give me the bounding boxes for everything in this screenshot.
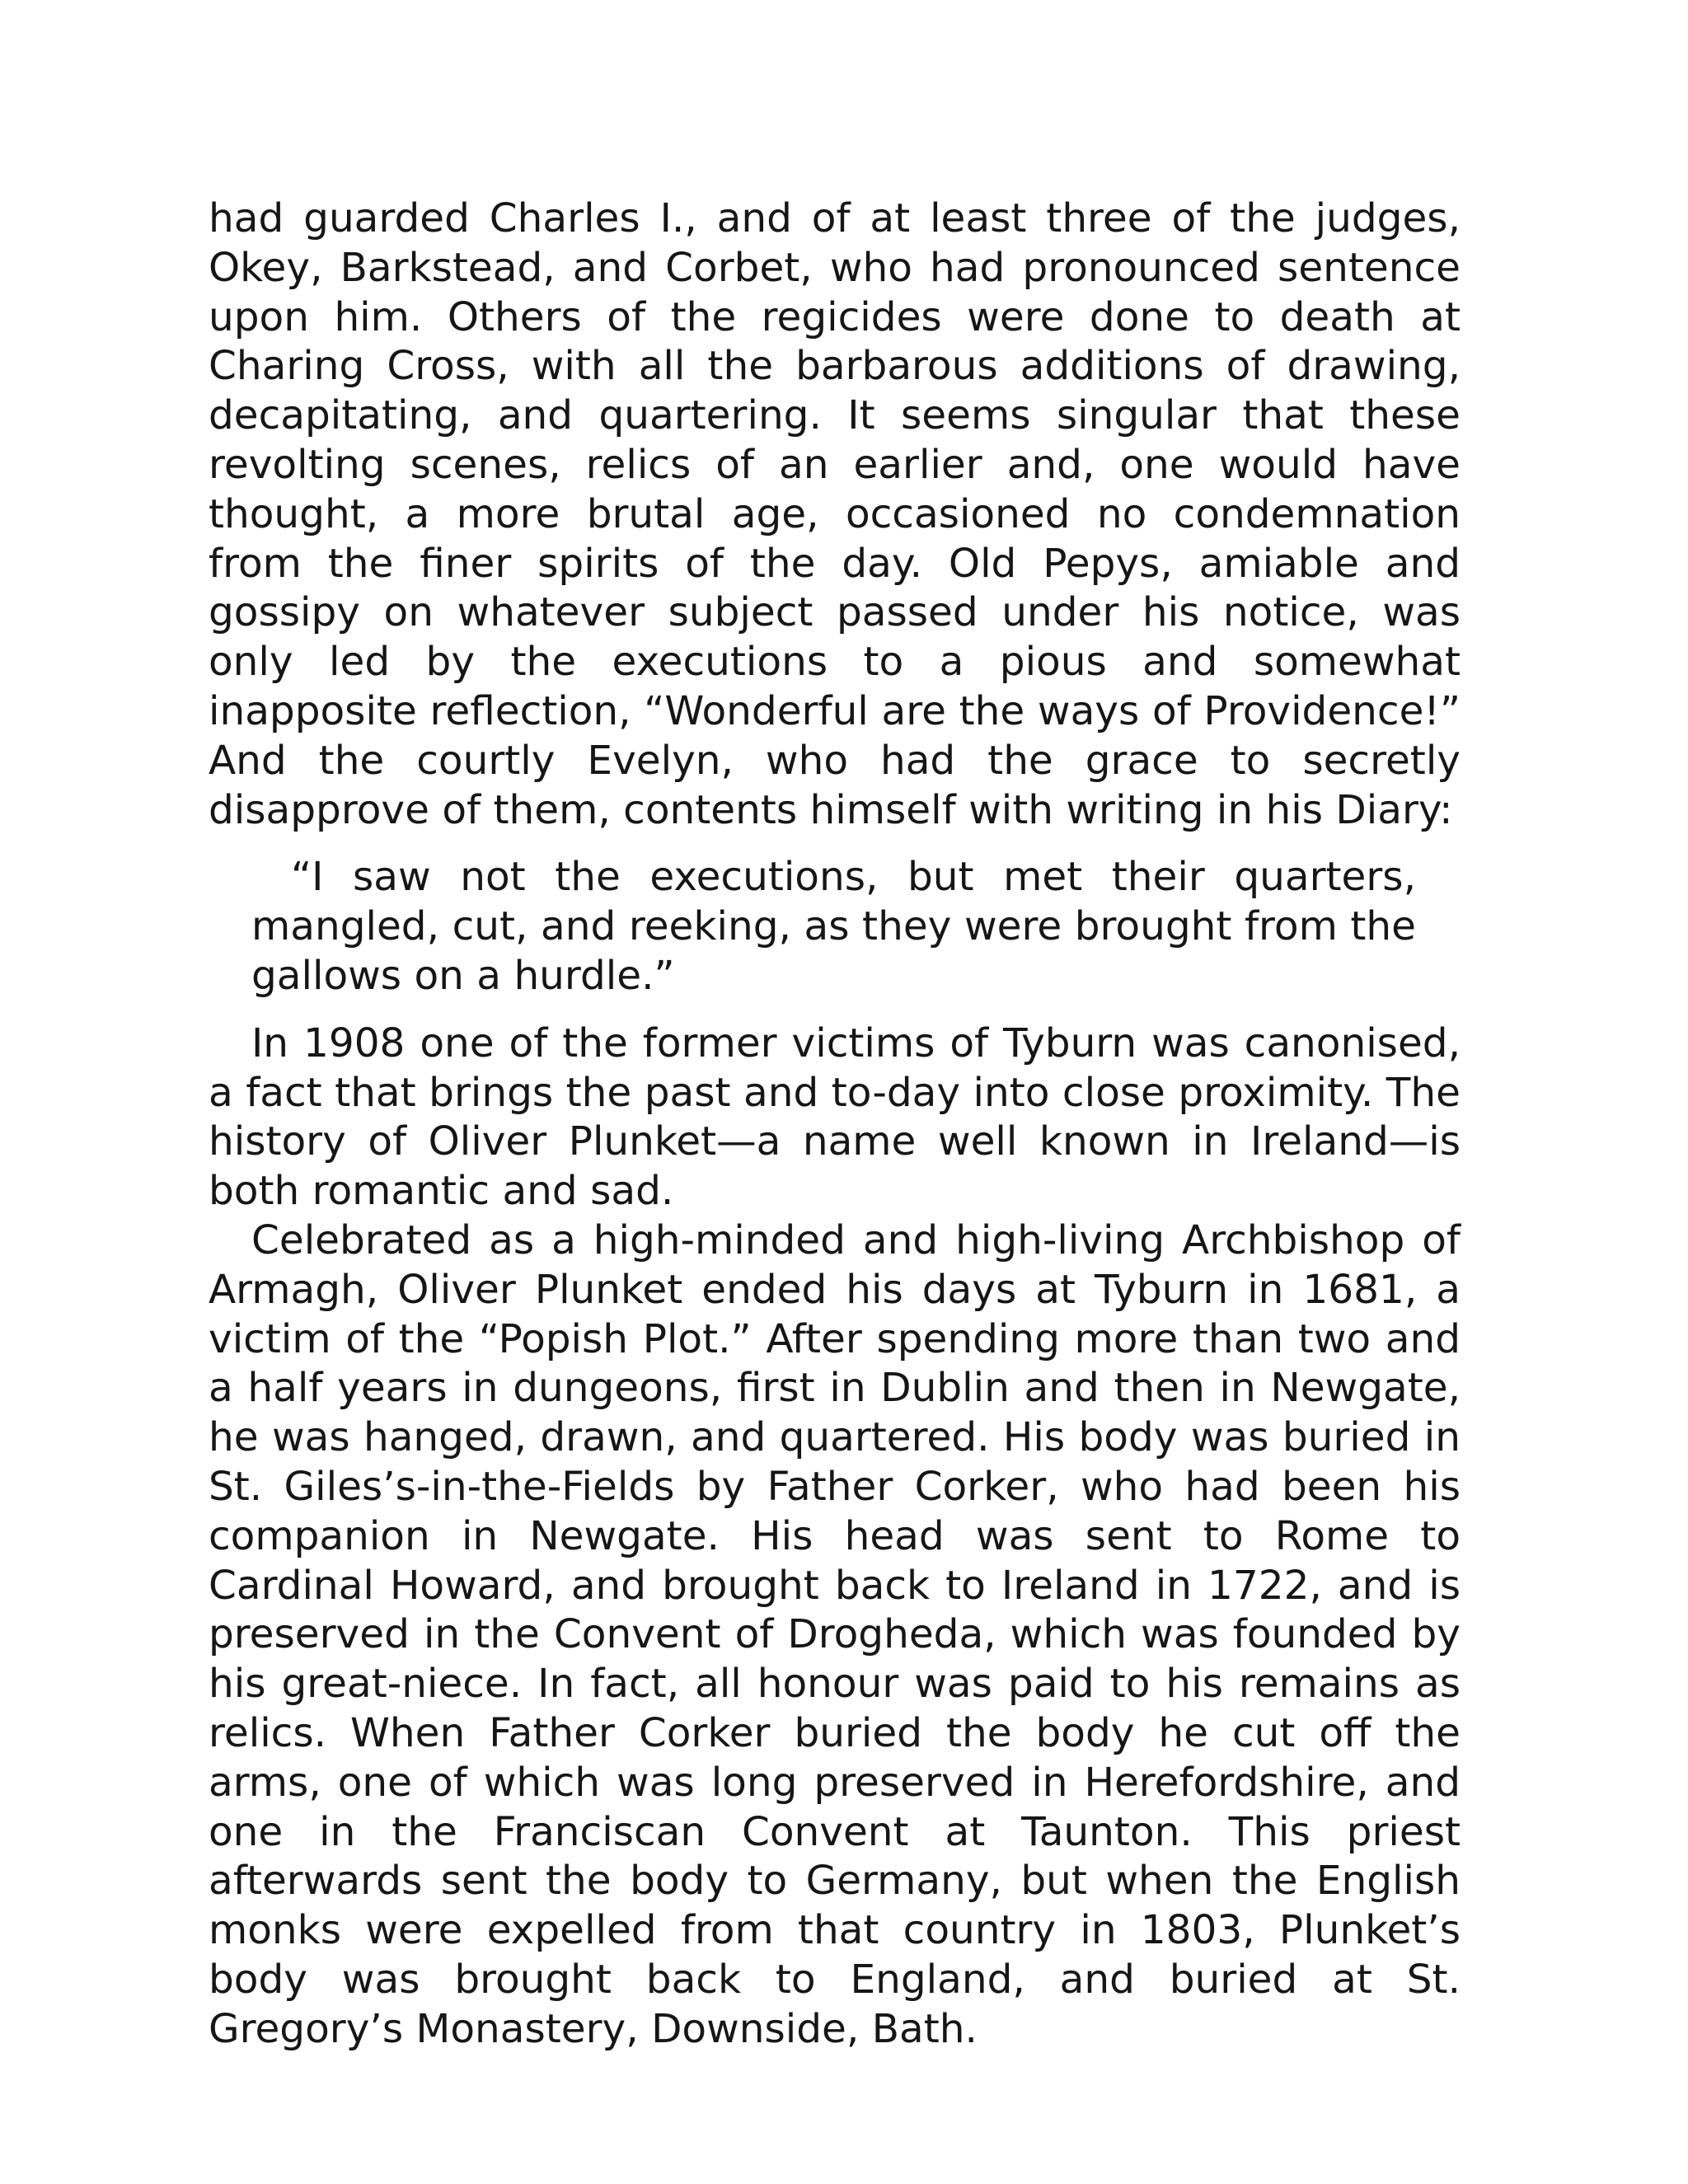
quote-text: “I saw not the executions, but met their quarters, mangled, cut, and reeking, as they were brought from the gallows on a hurdle.” xyxy=(251,854,1416,999)
document-page xyxy=(209,194,1461,2054)
block-quote-evelyn xyxy=(251,853,1416,1001)
paragraph-canonised: In 1908 one of the former victims of Tyburn was canonised, a fact that brings the past and to-day into close proximity. The history of Oliver Plunket—a name well known in Ireland—is both romantic and sad. xyxy=(209,1019,1461,1215)
paragraph-regicides: had guarded Charles I., and of at least three of the judges, Okey, Barkstead, and Corbet, who had pronounced sentence upon him. Others of the regicides were done to death at Charing Cross, with all the barbarous additions of drawing, decapitating, and quartering. It seems singular that these revolting scenes, relics of an earlier and, one would have thought, a more brutal age, occasioned no condemnation from the finer spirits of the day. Old Pepys, amiable and gossipy on whatever subject passed under his notice, was only led by the executions to a pious and somewhat inapposite reflection, “Wonderful are the ways of Providence!” And the courtly Evelyn, who had the grace to secretly disapprove of them, contents himself with writing in his Diary: xyxy=(209,195,1461,833)
paragraph-plunket-history: Celebrated as a high-minded and high-living Archbishop of Armagh, Oliver Plunket ended his days at Tyburn in 1681, a victim of the “Popish Plot.” After spending more than two and a half years in dungeons, first in Dublin and then in Newgate, he was hanged, drawn, and quartered. His body was buried in St. Giles’s-in-the-Fields by Father Corker, who had been his companion in Newgate. His head was sent to Rome to Cardinal Howard, and brought back to Ireland in 1722, and is preserved in the Convent of Drogheda, which was founded by his great-niece. In fact, all honour was paid to his remains as relics. When Father Corker buried the body he cut off the arms, one of which was long preserved in Herefordshire, and one in the Franciscan Convent at Taunton. This priest afterwards sent the body to Germany, but when the English monks were expelled from that country in 1803, Plunket’s body was brought back to England, and buried at St. Gregory’s Monastery, Downside, Bath. xyxy=(209,1216,1461,2052)
